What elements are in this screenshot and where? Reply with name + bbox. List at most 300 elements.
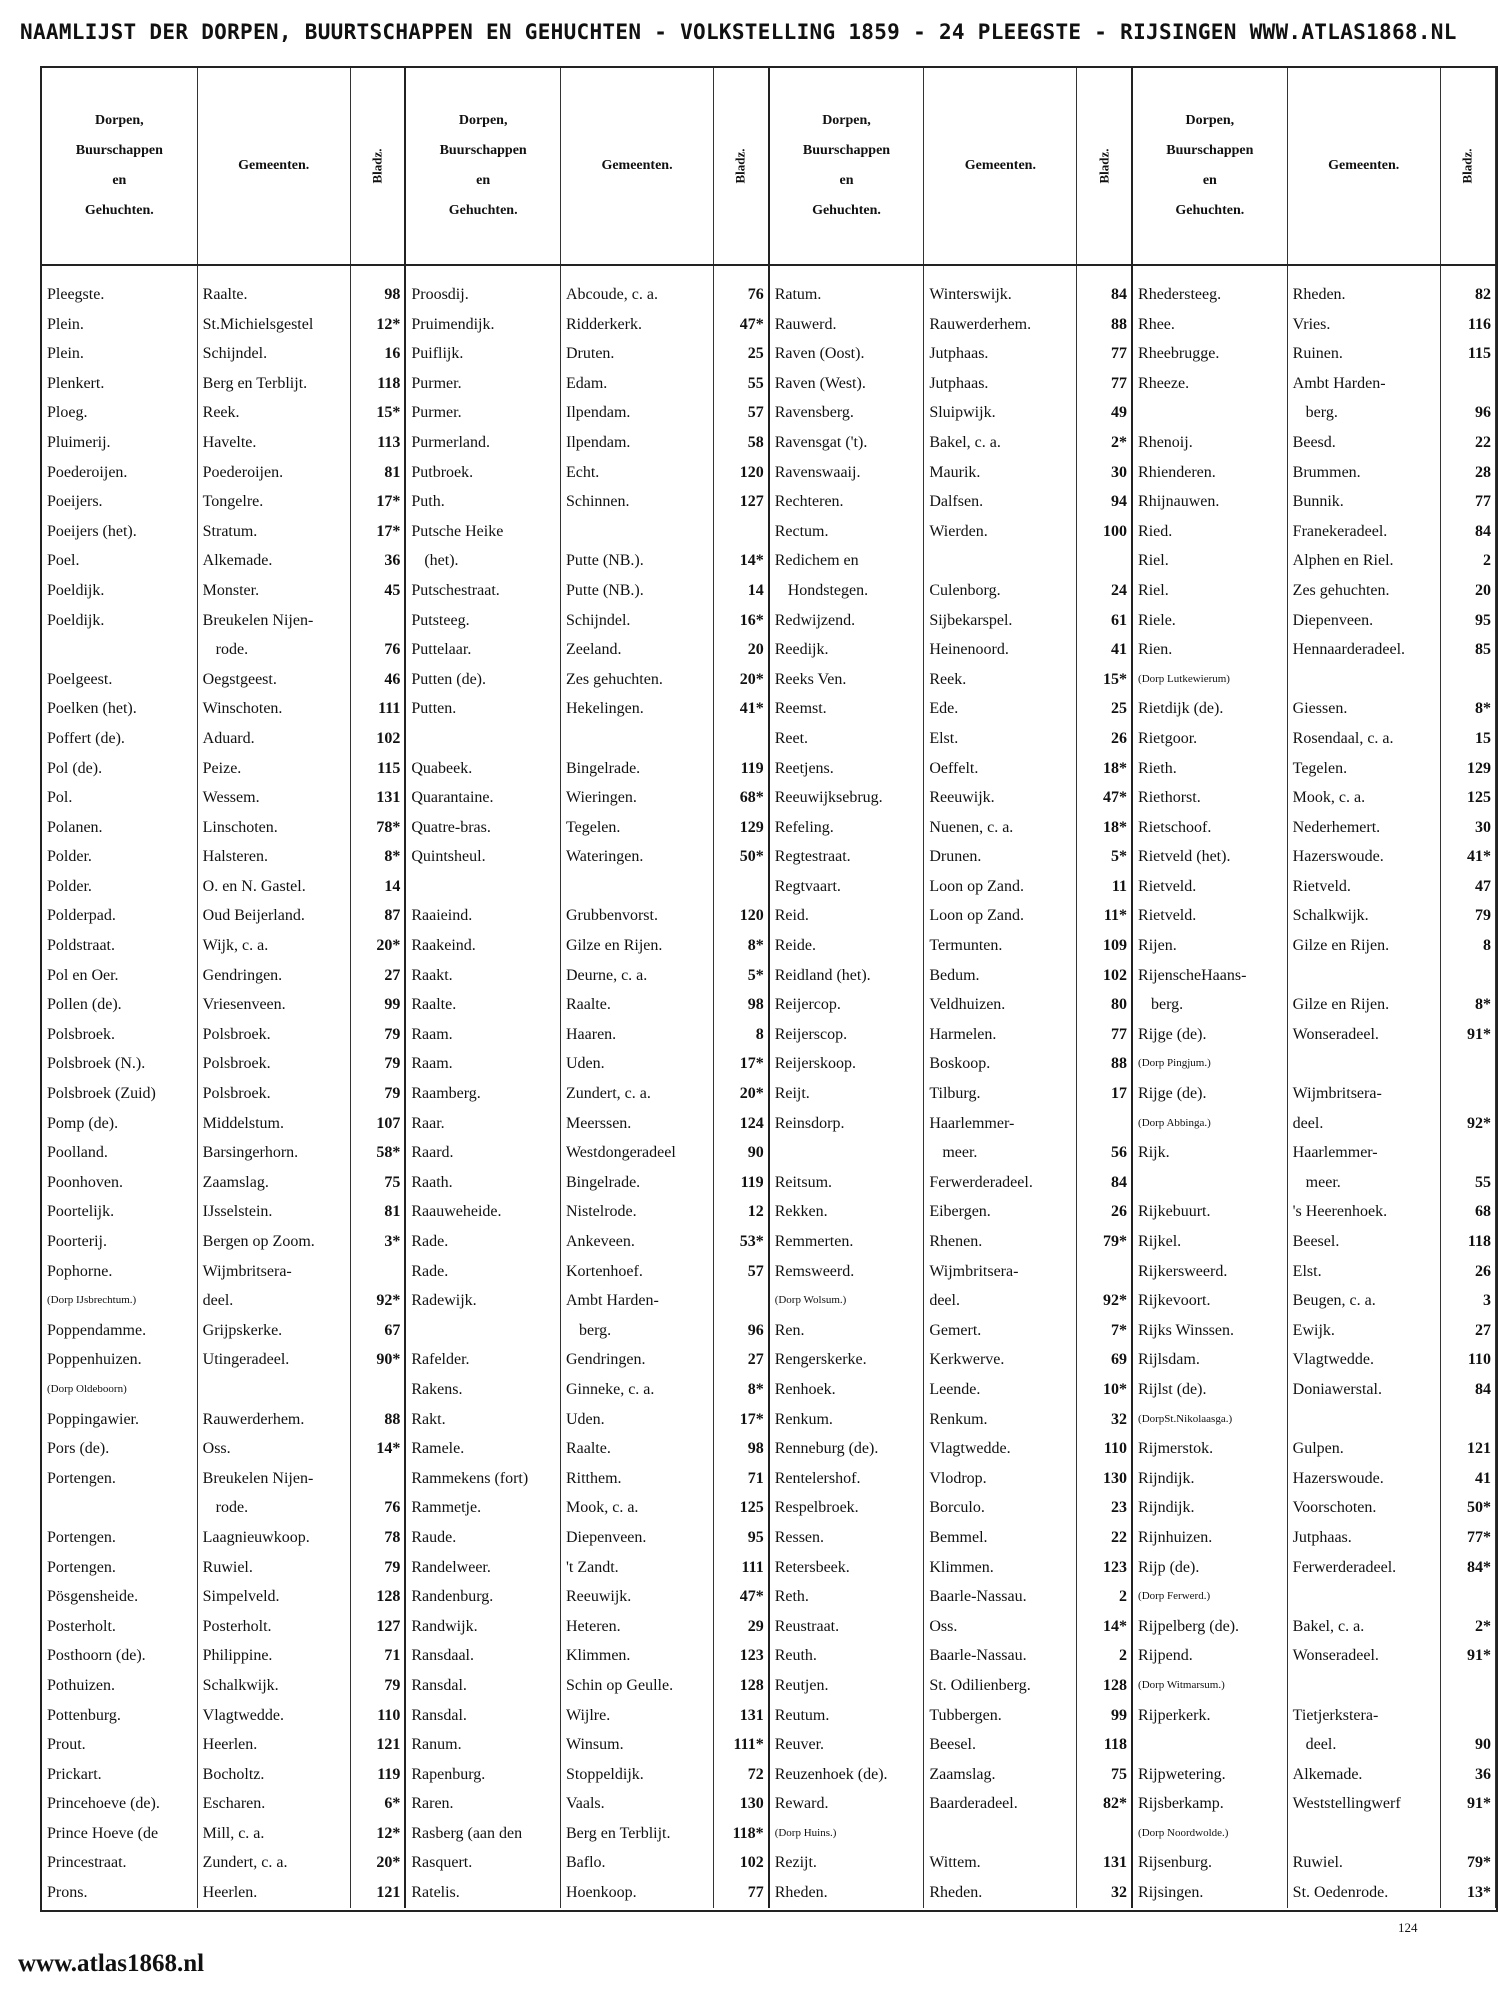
- place-name-cell: Rijk.: [1132, 1138, 1287, 1168]
- place-name-cell: Reidland (het).: [769, 961, 924, 991]
- municipality-cell: Tegelen.: [560, 813, 713, 843]
- page-ref-cell: 30: [1440, 813, 1495, 843]
- municipality-cell: Reek.: [924, 665, 1077, 695]
- municipality-cell: Polsbroek.: [197, 1020, 350, 1050]
- place-name-cell: Reustraat.: [769, 1612, 924, 1642]
- place-name-cell: Rien.: [1132, 635, 1287, 665]
- place-name-cell: Reid.: [769, 901, 924, 931]
- municipality-cell: Wittem.: [924, 1848, 1077, 1878]
- place-name-cell: Randelweer.: [405, 1553, 560, 1583]
- page-ref-cell: 56: [1077, 1138, 1132, 1168]
- page-ref-cell: 15: [1440, 724, 1495, 754]
- page-ref-cell: 68: [1440, 1197, 1495, 1227]
- page-ref-cell: 76: [350, 635, 405, 665]
- municipality-cell: Bemmel.: [924, 1523, 1077, 1553]
- municipality-cell: Beesel.: [924, 1730, 1077, 1760]
- place-name-cell: Rakens.: [405, 1375, 560, 1405]
- table-row: [42, 576, 1496, 606]
- place-name-cell: Reijerscop.: [769, 1020, 924, 1050]
- place-name-cell: Raam.: [405, 1020, 560, 1050]
- page-ref-cell: 118*: [714, 1819, 769, 1849]
- place-name-cell: Rheebrugge.: [1132, 339, 1287, 369]
- place-name-cell: Poelgeest.: [42, 665, 197, 695]
- page-ref-cell: 92*: [350, 1286, 405, 1316]
- place-name-cell: Raamberg.: [405, 1079, 560, 1109]
- place-name-cell: Poonhoven.: [42, 1168, 197, 1198]
- table-row: [42, 1109, 1496, 1139]
- page-ref-cell: 110: [1440, 1345, 1495, 1375]
- municipality-cell: Schin op Geulle.: [560, 1671, 713, 1701]
- page-ref-cell: 3: [1440, 1286, 1495, 1316]
- page-ref-cell: [1440, 665, 1495, 695]
- place-name-cell: Rijp (de).: [1132, 1553, 1287, 1583]
- page-ref-cell: [714, 872, 769, 902]
- municipality-cell: Bakel, c. a.: [924, 428, 1077, 458]
- page-ref-cell: 90: [714, 1138, 769, 1168]
- page-ref-cell: 130: [1077, 1464, 1132, 1494]
- page-ref-cell: 8*: [1440, 990, 1495, 1020]
- place-name-cell: Reward.: [769, 1789, 924, 1819]
- place-name-cell: Rijlsdam.: [1132, 1345, 1287, 1375]
- municipality-cell: Reek.: [197, 398, 350, 428]
- municipality-cell: Tietjerkstera-: [1287, 1701, 1440, 1731]
- municipality-cell: Heteren.: [560, 1612, 713, 1642]
- municipality-cell: Rietveld.: [1287, 872, 1440, 902]
- page-ref-cell: 50*: [714, 842, 769, 872]
- page-ref-cell: 47*: [714, 1582, 769, 1612]
- page-ref-cell: [714, 1286, 769, 1316]
- place-name-cell: Ressen.: [769, 1523, 924, 1553]
- place-name-cell: Pluimerij.: [42, 428, 197, 458]
- table-row: [42, 339, 1496, 369]
- municipality-cell: Putte (NB.).: [560, 546, 713, 576]
- place-name-cell: Pol.: [42, 783, 197, 813]
- municipality-cell: Schalkwijk.: [197, 1671, 350, 1701]
- header-place-line: Dorpen,: [458, 113, 508, 128]
- page-ref-cell: 71: [714, 1464, 769, 1494]
- place-name-cell: Rijpend.: [1132, 1641, 1287, 1671]
- page-ref-cell: 17*: [350, 517, 405, 547]
- municipality-cell: Aduard.: [197, 724, 350, 754]
- place-name-cell: Plein.: [42, 310, 197, 340]
- page-ref-cell: 79: [350, 1079, 405, 1109]
- page-ref-cell: 8*: [714, 931, 769, 961]
- municipality-cell: Kerkwerve.: [924, 1345, 1077, 1375]
- place-name-cell: Raaieind.: [405, 901, 560, 931]
- municipality-cell: Rauwerderhem.: [924, 310, 1077, 340]
- place-name-cell: Reijt.: [769, 1079, 924, 1109]
- place-name-cell: Rijpelberg (de).: [1132, 1612, 1287, 1642]
- municipality-cell: Ewijk.: [1287, 1316, 1440, 1346]
- page-ref-cell: 118: [1440, 1227, 1495, 1257]
- place-name-cell: Radewijk.: [405, 1286, 560, 1316]
- page-ref-cell: 32: [1077, 1878, 1132, 1908]
- place-name-cell: Ravensberg.: [769, 398, 924, 428]
- page-ref-cell: 2*: [1077, 428, 1132, 458]
- municipality-cell: Franekeradeel.: [1287, 517, 1440, 547]
- municipality-cell: Bocholtz.: [197, 1760, 350, 1790]
- table-row: [42, 1789, 1496, 1819]
- municipality-cell: Schijndel.: [197, 339, 350, 369]
- place-name-cell: Ramele.: [405, 1434, 560, 1464]
- municipality-cell: Zes gehuchten.: [1287, 576, 1440, 606]
- page-ref-cell: 58*: [350, 1138, 405, 1168]
- place-name-cell: Poffert (de).: [42, 724, 197, 754]
- place-name-cell: Rhijnauwen.: [1132, 487, 1287, 517]
- page-ref-cell: 91*: [1440, 1641, 1495, 1671]
- municipality-cell: Tubbergen.: [924, 1701, 1077, 1731]
- place-name-cell: Poelken (het).: [42, 694, 197, 724]
- header-place-3: [769, 68, 924, 265]
- municipality-cell: Zaamslag.: [924, 1760, 1077, 1790]
- page-ref-cell: 27: [1440, 1316, 1495, 1346]
- municipality-cell: Loon op Zand.: [924, 872, 1077, 902]
- place-name-cell: Portengen.: [42, 1553, 197, 1583]
- municipality-cell: Elst.: [1287, 1257, 1440, 1287]
- page-ref-cell: [1440, 1138, 1495, 1168]
- municipality-cell: Ilpendam.: [560, 428, 713, 458]
- place-name-cell: Reth.: [769, 1582, 924, 1612]
- header-place-line: Gehuchten.: [1175, 203, 1245, 218]
- place-name-cell: Poel.: [42, 546, 197, 576]
- table-row: [42, 1464, 1496, 1494]
- place-name-cell: Pors (de).: [42, 1434, 197, 1464]
- place-name-cell: Ranum.: [405, 1730, 560, 1760]
- page-ref-cell: 90: [1440, 1730, 1495, 1760]
- page-ref-cell: 58: [714, 428, 769, 458]
- municipality-cell: Gendringen.: [560, 1345, 713, 1375]
- municipality-cell: St.Michielsgestel: [197, 310, 350, 340]
- municipality-cell: Ginneke, c. a.: [560, 1375, 713, 1405]
- municipality-cell: Deurne, c. a.: [560, 961, 713, 991]
- table-row: [42, 1553, 1496, 1583]
- place-name-cell: Raven (West).: [769, 369, 924, 399]
- municipality-cell: Laagnieuwkoop.: [197, 1523, 350, 1553]
- place-name-cell: [42, 635, 197, 665]
- header-page-1: [350, 68, 405, 265]
- place-name-cell: Poeijers (het).: [42, 517, 197, 547]
- page-ref-cell: 77: [1077, 339, 1132, 369]
- place-name-cell: Prons.: [42, 1878, 197, 1908]
- place-name-cell: Purmer.: [405, 369, 560, 399]
- municipality-cell: Polsbroek.: [197, 1079, 350, 1109]
- place-name-cell: (Dorp Witmarsum.): [1132, 1671, 1287, 1701]
- municipality-cell: Oud Beijerland.: [197, 901, 350, 931]
- place-name-cell: Rezijt.: [769, 1848, 924, 1878]
- table-row: [42, 1138, 1496, 1168]
- municipality-cell: Schijndel.: [560, 606, 713, 636]
- table-row: [42, 842, 1496, 872]
- place-name-cell: Putbroek.: [405, 458, 560, 488]
- page-ref-cell: 102: [714, 1848, 769, 1878]
- municipality-cell: [560, 517, 713, 547]
- municipality-cell: O. en N. Gastel.: [197, 872, 350, 902]
- page-ref-cell: 98: [350, 265, 405, 310]
- place-name-cell: Reuver.: [769, 1730, 924, 1760]
- page-ref-cell: 98: [714, 990, 769, 1020]
- header-municipality-3: Gemeenten.: [924, 68, 1077, 265]
- municipality-cell: Gilze en Rijen.: [560, 931, 713, 961]
- municipality-cell: Ruwiel.: [197, 1553, 350, 1583]
- page-ref-cell: 36: [1440, 1760, 1495, 1790]
- municipality-cell: Oss.: [924, 1612, 1077, 1642]
- municipality-cell: Stratum.: [197, 517, 350, 547]
- place-name-cell: (Dorp Lutkewierum): [1132, 665, 1287, 695]
- municipality-cell: Breukelen Nijen-: [197, 606, 350, 636]
- page-ref-cell: 79: [350, 1671, 405, 1701]
- municipality-cell: Schalkwijk.: [1287, 901, 1440, 931]
- page-ref-cell: 78*: [350, 813, 405, 843]
- place-name-cell: Ransdal.: [405, 1701, 560, 1731]
- page-ref-cell: 32: [1077, 1405, 1132, 1435]
- page-ref-cell: 20*: [350, 931, 405, 961]
- municipality-cell: Zundert, c. a.: [197, 1848, 350, 1878]
- header-place-line: Buurschappen: [439, 143, 527, 158]
- municipality-cell: deel.: [924, 1286, 1077, 1316]
- place-name-cell: Rijkebuurt.: [1132, 1197, 1287, 1227]
- page-ref-cell: 29: [714, 1612, 769, 1642]
- municipality-cell: berg.: [1287, 398, 1440, 428]
- page-ref-cell: 15*: [1077, 665, 1132, 695]
- municipality-cell: Borculo.: [924, 1493, 1077, 1523]
- municipality-cell: Ilpendam.: [560, 398, 713, 428]
- municipality-cell: Doniawerstal.: [1287, 1375, 1440, 1405]
- page-ref-cell: 8: [714, 1020, 769, 1050]
- page-ref-cell: 79*: [1440, 1848, 1495, 1878]
- table-row: [42, 487, 1496, 517]
- place-name-cell: Remmerten.: [769, 1227, 924, 1257]
- place-name-cell: (Dorp Huins.): [769, 1819, 924, 1849]
- municipality-cell: Beugen, c. a.: [1287, 1286, 1440, 1316]
- page-ref-cell: 53*: [714, 1227, 769, 1257]
- page-ref-cell: 77: [1077, 1020, 1132, 1050]
- page-ref-cell: 16*: [714, 606, 769, 636]
- header-place-line: Buurschappen: [75, 143, 163, 158]
- municipality-cell: Philippine.: [197, 1641, 350, 1671]
- municipality-cell: Rhenen.: [924, 1227, 1077, 1257]
- municipality-cell: Bunnik.: [1287, 487, 1440, 517]
- municipality-cell: Winterswijk.: [924, 265, 1077, 310]
- page-ref-cell: 22: [1077, 1523, 1132, 1553]
- place-name-cell: Reutjen.: [769, 1671, 924, 1701]
- municipality-cell: meer.: [1287, 1168, 1440, 1198]
- place-name-cell: Rhenoij.: [1132, 428, 1287, 458]
- column-header-row: [42, 68, 1496, 265]
- municipality-cell: [924, 546, 1077, 576]
- municipality-cell: Simpelveld.: [197, 1582, 350, 1612]
- municipality-cell: 's Heerenhoek.: [1287, 1197, 1440, 1227]
- page-ref-cell: 41: [1077, 635, 1132, 665]
- footer-url: www.atlas1868.nl: [18, 1950, 205, 1977]
- municipality-cell: Druten.: [560, 339, 713, 369]
- place-name-cell: Plenkert.: [42, 369, 197, 399]
- page-ref-cell: 14: [350, 872, 405, 902]
- place-name-cell: Redichem en: [769, 546, 924, 576]
- municipality-cell: Weststellingwerf: [1287, 1789, 1440, 1819]
- place-name-cell: Raakt.: [405, 961, 560, 991]
- municipality-cell: Diepenveen.: [1287, 606, 1440, 636]
- municipality-cell: Drunen.: [924, 842, 1077, 872]
- place-name-cell: Pollen (de).: [42, 990, 197, 1020]
- place-name-cell: Posthoorn (de).: [42, 1641, 197, 1671]
- header-place-line: Dorpen,: [95, 113, 144, 128]
- table-row: [42, 1197, 1496, 1227]
- municipality-cell: Berg en Terblijt.: [197, 369, 350, 399]
- page-ref-cell: 96: [1440, 398, 1495, 428]
- place-name-cell: Riethorst.: [1132, 783, 1287, 813]
- page-ref-cell: 11: [1077, 872, 1132, 902]
- municipality-cell: Grubbenvorst.: [560, 901, 713, 931]
- page-ref-cell: 131: [1077, 1848, 1132, 1878]
- page-ref-cell: 27: [714, 1345, 769, 1375]
- page-ref-cell: 26: [1077, 724, 1132, 754]
- table-row: [42, 754, 1496, 784]
- place-name-cell: (Dorp Oldeboorn): [42, 1375, 197, 1405]
- place-name-cell: Reuth.: [769, 1641, 924, 1671]
- place-name-cell: Princestraat.: [42, 1848, 197, 1878]
- municipality-cell: Baflo.: [560, 1848, 713, 1878]
- page-ref-cell: 131: [350, 783, 405, 813]
- municipality-cell: Nederhemert.: [1287, 813, 1440, 843]
- municipality-cell: Hennaarderadeel.: [1287, 635, 1440, 665]
- municipality-cell: Vlodrop.: [924, 1464, 1077, 1494]
- place-name-cell: Putten (de).: [405, 665, 560, 695]
- place-name-cell: Polder.: [42, 872, 197, 902]
- table-row: [42, 1819, 1496, 1849]
- place-name-cell: Ravensgat ('t).: [769, 428, 924, 458]
- header-place-line: en: [112, 173, 127, 188]
- page-ref-cell: 121: [1440, 1434, 1495, 1464]
- page-ref-cell: 76: [714, 265, 769, 310]
- page-ref-cell: 2*: [1440, 1612, 1495, 1642]
- table-row: [42, 517, 1496, 547]
- page-ref-cell: 14: [714, 576, 769, 606]
- place-name-cell: Reide.: [769, 931, 924, 961]
- municipality-cell: Bakel, c. a.: [1287, 1612, 1440, 1642]
- table-row: [42, 398, 1496, 428]
- place-name-cell: Rengerskerke.: [769, 1345, 924, 1375]
- table-row: [42, 1345, 1496, 1375]
- page-ref-cell: 8*: [1440, 694, 1495, 724]
- municipality-cell: Baarle-Nassau.: [924, 1641, 1077, 1671]
- municipality-cell: Alkemade.: [197, 546, 350, 576]
- page-ref-cell: 92*: [1077, 1286, 1132, 1316]
- page-ref-cell: 49: [1077, 398, 1132, 428]
- place-name-cell: Poorterij.: [42, 1227, 197, 1257]
- municipality-cell: Heerlen.: [197, 1878, 350, 1908]
- place-name-cell: Rauwerd.: [769, 310, 924, 340]
- page-ref-cell: 2: [1077, 1641, 1132, 1671]
- place-name-cell: [1132, 1168, 1287, 1198]
- municipality-cell: Haaren.: [560, 1020, 713, 1050]
- municipality-cell: Winsum.: [560, 1730, 713, 1760]
- place-name-cell: Pomp (de).: [42, 1109, 197, 1139]
- municipality-cell: Tilburg.: [924, 1079, 1077, 1109]
- place-name-cell: Poldstraat.: [42, 931, 197, 961]
- place-name-cell: Riele.: [1132, 606, 1287, 636]
- municipality-cell: Leende.: [924, 1375, 1077, 1405]
- page-ref-cell: 119: [350, 1760, 405, 1790]
- table-row: [42, 931, 1496, 961]
- municipality-cell: Hoenkoop.: [560, 1878, 713, 1908]
- place-name-cell: Rhedersteeg.: [1132, 265, 1287, 310]
- municipality-cell: Sluipwijk.: [924, 398, 1077, 428]
- header-place-line: Dorpen,: [1185, 113, 1235, 128]
- place-name-cell: Rijperkerk.: [1132, 1701, 1287, 1731]
- table-row: [42, 1168, 1496, 1198]
- place-name-cell: Randwijk.: [405, 1612, 560, 1642]
- place-name-cell: Puth.: [405, 487, 560, 517]
- place-name-cell: Randenburg.: [405, 1582, 560, 1612]
- municipality-cell: Peize.: [197, 754, 350, 784]
- municipality-cell: [560, 724, 713, 754]
- place-name-cell: Pothuizen.: [42, 1671, 197, 1701]
- place-name-cell: Reet.: [769, 724, 924, 754]
- page-ref-cell: 77: [1077, 369, 1132, 399]
- municipality-cell: Linschoten.: [197, 813, 350, 843]
- table-row: [42, 458, 1496, 488]
- page-ref-cell: 5*: [714, 961, 769, 991]
- page-ref-cell: 127: [714, 487, 769, 517]
- municipality-cell: Ede.: [924, 694, 1077, 724]
- place-name-cell: Raven (Oost).: [769, 339, 924, 369]
- page-ref-cell: 113: [350, 428, 405, 458]
- municipality-cell: [1287, 665, 1440, 695]
- page-ref-cell: 95: [1440, 606, 1495, 636]
- page-ref-cell: 72: [714, 1760, 769, 1790]
- place-name-cell: Ratelis.: [405, 1878, 560, 1908]
- page-ref-cell: 96: [714, 1316, 769, 1346]
- table-row: [42, 1641, 1496, 1671]
- place-name-cell: Putten.: [405, 694, 560, 724]
- page-ref-cell: 45: [350, 576, 405, 606]
- municipality-cell: Zundert, c. a.: [560, 1079, 713, 1109]
- place-name-cell: Rijkersweerd.: [1132, 1257, 1287, 1287]
- table-row: [42, 310, 1496, 340]
- municipality-cell: Ruwiel.: [1287, 1848, 1440, 1878]
- municipality-cell: Uden.: [560, 1049, 713, 1079]
- municipality-cell: Reeuwijk.: [560, 1582, 713, 1612]
- page-ref-cell: 20: [714, 635, 769, 665]
- municipality-cell: Hazerswoude.: [1287, 1464, 1440, 1494]
- place-name-cell: Pophorne.: [42, 1257, 197, 1287]
- page-ref-cell: 17*: [714, 1049, 769, 1079]
- place-name-cell: Rijmerstok.: [1132, 1434, 1287, 1464]
- municipality-cell: Gendringen.: [197, 961, 350, 991]
- table-row: [42, 1049, 1496, 1079]
- page-ref-cell: [1440, 1079, 1495, 1109]
- place-name-cell: Quabeek.: [405, 754, 560, 784]
- place-name-cell: Rieth.: [1132, 754, 1287, 784]
- place-name-cell: Rakt.: [405, 1405, 560, 1435]
- municipality-cell: Mook, c. a.: [560, 1493, 713, 1523]
- page-ref-cell: 85: [1440, 635, 1495, 665]
- municipality-cell: berg.: [560, 1316, 713, 1346]
- page-ref-cell: 12*: [350, 310, 405, 340]
- table-row: [42, 1878, 1496, 1908]
- page-ref-cell: 99: [1077, 1701, 1132, 1731]
- place-name-cell: [1132, 1730, 1287, 1760]
- header-place-line: Gehuchten.: [448, 203, 518, 218]
- place-name-cell: Purmer.: [405, 398, 560, 428]
- municipality-cell: Maurik.: [924, 458, 1077, 488]
- page-ref-cell: 88: [350, 1405, 405, 1435]
- municipality-cell: Ruinen.: [1287, 339, 1440, 369]
- header-place-line: Gehuchten.: [812, 203, 881, 218]
- page-ref-cell: 36: [350, 546, 405, 576]
- page-ref-cell: 61: [1077, 606, 1132, 636]
- municipality-cell: Rheden.: [1287, 265, 1440, 310]
